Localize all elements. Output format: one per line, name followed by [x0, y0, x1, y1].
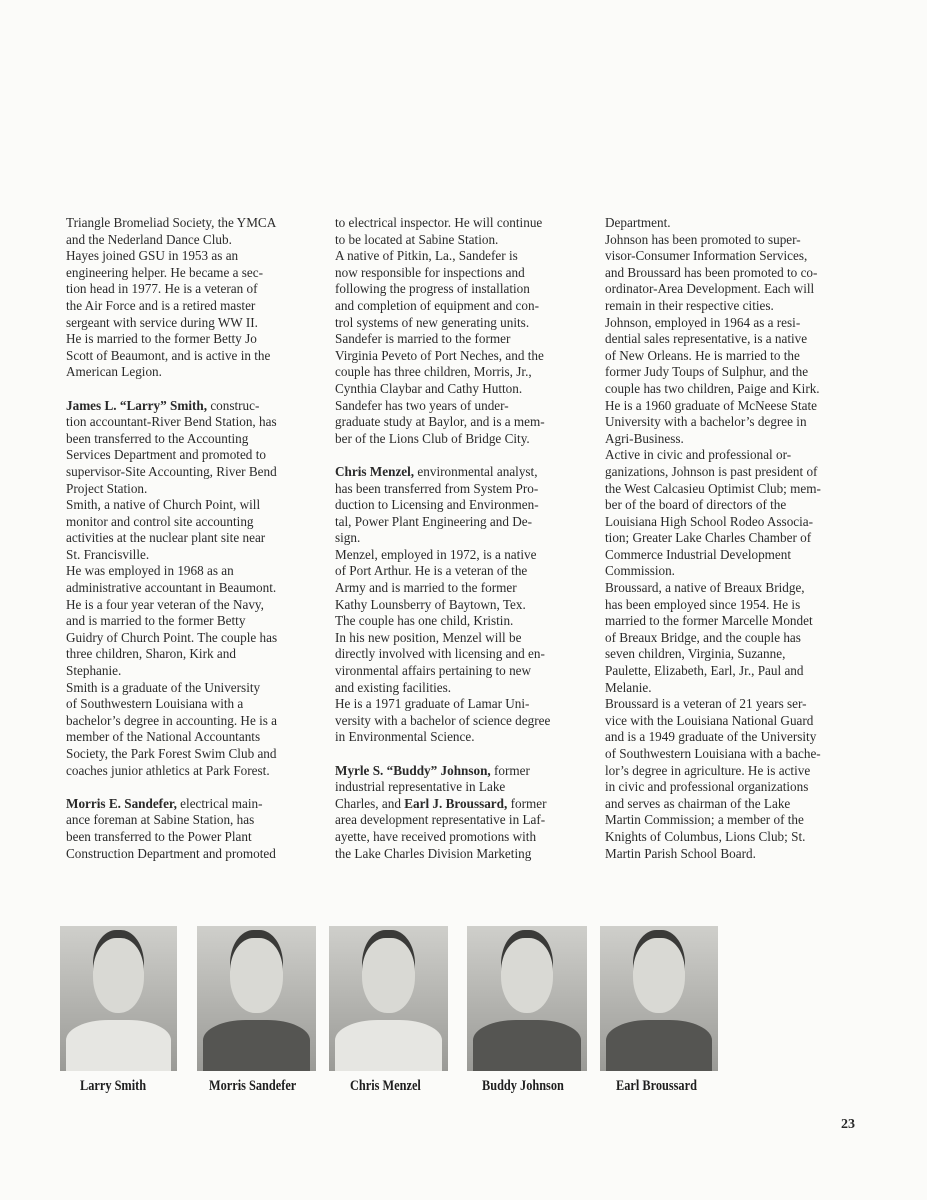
paragraph-text: Smith, a native of Church Point, will monitor and control site accounting activities at the nuclear plant site near St. Francisville. — [66, 497, 266, 562]
paragraph — [335, 696, 585, 746]
paragraph — [335, 248, 585, 331]
paragraph-text: Johnson has been promoted to super- visor-Consumer Information Services, and Broussard has been promoted to co- ordinator-Area Development. Each will remain in their respective cities. — [605, 231, 818, 313]
paragraph-text: electrical main- ance foreman at Sabine Station, has been transferred to the Power Plant Construction Department and promoted — [66, 795, 276, 861]
paragraph-text: Broussard, a native of Breaux Bridge, has been employed since 1954. He is married to the former Marcelle Mondet of Breaux Bridge, and the couple has seven children, Virginia, Suzanne, Paulette, Elizabeth, Earl, Jr., Paul and Melanie. — [605, 580, 813, 695]
paragraph — [335, 763, 585, 863]
article-column-1 — [66, 215, 316, 862]
paragraph — [335, 547, 585, 630]
photo-chris-menzel — [329, 926, 448, 1071]
paragraph — [335, 464, 585, 547]
paragraph — [66, 398, 316, 498]
paragraph — [335, 331, 585, 397]
person-name: Myrle S. “Buddy” Johnson, — [335, 762, 491, 778]
article-column-2 — [335, 215, 585, 862]
paragraph-text: Menzel, employed in 1972, is a native of Port Arthur. He is a veteran of the Army and is married to the former Kathy Lounsberry of Baytown, Tex. The couple has one child, Kristin. — [335, 546, 537, 629]
photo-larry-smith — [60, 926, 177, 1071]
paragraph-text: Sandefer has two years of under- graduate study at Baylor, and is a mem- ber of the Lions Club of Bridge City. — [335, 397, 545, 446]
paragraph-text: Smith is a graduate of the University of Southwestern Louisiana with a bachelor’s degree in accounting. He is a member of the National Accountants Society, the Park Forest Swim Club and coaches junior athletics at Park Forest. — [66, 679, 278, 778]
paragraph — [335, 630, 585, 696]
photo-caption: Morris Sandefer — [209, 1078, 297, 1094]
paragraph-text: He is a 1971 graduate of Lamar Uni- versity with a bachelor of science degree in Environmental Science. — [335, 696, 551, 745]
photo-caption: Larry Smith — [80, 1078, 147, 1094]
paragraph-text: environmental analyst, has been transferred from System Pro- duction to Licensing and Environmen- tal, Power Plant Engineering and De- sign. — [335, 463, 539, 546]
paragraph-text: A native of Pitkin, La., Sandefer is now responsible for inspections and following the progress of installation and completion of equipment and con- trol systems of new generating units. — [335, 248, 539, 330]
paragraph-text: Johnson, employed in 1964 as a resi- dential sales representative, is a native of New Orleans. He is married to the former Judy Toups of Sulphur, and the couple has two children, Paige and Kirk. He is a 1960 graduate of McNeese State University with a bachelor’s degree in Agri-Business. — [605, 314, 820, 446]
paragraph-text: to electrical inspector. He will continue to be located at Sabine Station. — [335, 215, 543, 247]
photo-caption: Earl Broussard — [616, 1078, 697, 1094]
person-name: Earl J. Broussard, — [404, 795, 508, 811]
paragraph-text: Department. — [605, 215, 671, 230]
paragraph — [66, 796, 316, 862]
person-name: James L. “Larry” Smith, — [66, 397, 208, 413]
paragraph-text: former area development representative in Laf- ayette, have received promotions with the Lake Charles Division Marketing — [335, 795, 547, 861]
paragraph — [335, 215, 585, 248]
paragraph — [335, 398, 585, 448]
photo-caption: Chris Menzel — [350, 1078, 421, 1094]
paragraph — [66, 497, 316, 563]
paragraph — [66, 215, 316, 248]
paragraph-text: Broussard is a veteran of 21 years ser- vice with the Louisiana National Guard and is a 1949 graduate of the University of Southwestern Louisiana with a bache- lor’s degree in agriculture. He is active in civic and professional organizations and serves as chairman of the Lake Martin Commission; a member of the Knights of Columbus, Lions Club; St. Martin Parish School Board. — [605, 696, 821, 861]
page-number: 23 — [841, 1117, 855, 1132]
paragraph — [605, 696, 855, 862]
article-column-3 — [605, 215, 855, 862]
paragraph — [605, 315, 855, 448]
paragraph-text: In his new position, Menzel will be directly involved with licensing and en- vironmental affairs pertaining to new and existing facilities. — [335, 629, 545, 695]
paragraph-text: construc- tion accountant-River Bend Station, has been transferred to the Accounting Services Department and promoted to supervisor-Site Accounting, River Bend Project Station. — [66, 397, 277, 496]
paragraph-text: Hayes joined GSU in 1953 as an engineering helper. He became a sec- tion head in 1977. He is a veteran of the Air Force and is a retired master sergeant with service during WW II. He is married to the former Betty Jo Scott of Beaumont, and is active in the American Legion. — [66, 248, 271, 380]
person-name: Morris E. Sandefer, — [66, 795, 177, 811]
paragraph-text: He was employed in 1968 as an administrative accountant in Beaumont. He is a four year veteran of the Navy, and is married to the former Betty Guidry of Church Point. The couple has three children, Sharon, Kirk and Stephanie. — [66, 563, 278, 679]
paragraph-text: Active in civic and professional or- ganizations, Johnson is past president of the West Calcasieu Optimist Club; mem- ber of the board of directors of the Louisiana High School Rodeo Associa- tion; Greater Lake Charles Chamber of Commerce Industrial Development Commission. — [605, 447, 821, 579]
paragraph — [605, 447, 855, 580]
paragraph-text: former industrial representative in Lake Charles, and — [335, 762, 530, 811]
paragraph — [66, 680, 316, 780]
paragraph — [605, 232, 855, 315]
paragraph-text: Sandefer is married to the former Virginia Peveto of Port Neches, and the couple has three children, Morris, Jr., Cynthia Claybar and Cathy Hutton. — [335, 331, 544, 396]
paragraph — [605, 580, 855, 696]
photo-morris-sandefer — [197, 926, 316, 1071]
person-name: Chris Menzel, — [335, 463, 415, 479]
photo-earl-broussard — [600, 926, 718, 1071]
paragraph — [66, 563, 316, 679]
paragraph — [605, 215, 855, 232]
paragraph-text: Triangle Bromeliad Society, the YMCA and the Nederland Dance Club. — [66, 215, 277, 247]
photo-buddy-johnson — [467, 926, 587, 1071]
photo-caption: Buddy Johnson — [482, 1078, 564, 1094]
paragraph — [66, 248, 316, 381]
